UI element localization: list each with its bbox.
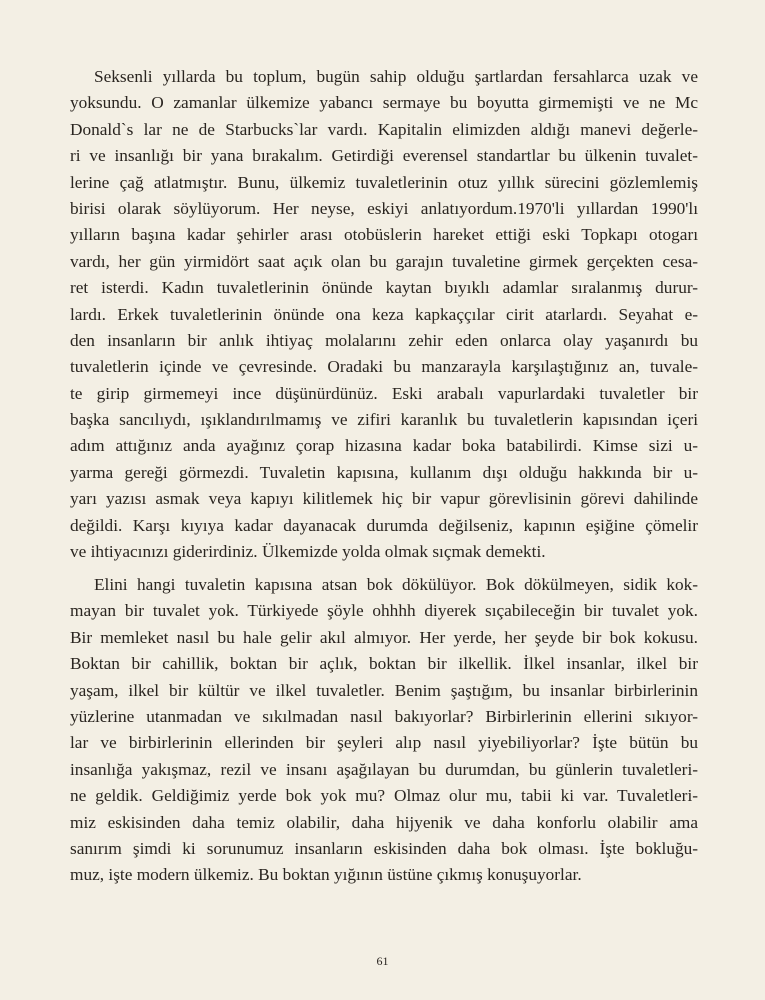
text-line: yılların başına kadar şehirler arası otobüslerin hareket ettiği eski Topkapı otogarı bbox=[70, 225, 698, 245]
text-line: yarma gereği görmezdi. Tuvaletin kapısına, kullanım dışı olduğu hakkında bir u- bbox=[70, 462, 698, 482]
text-line: insanlığa yakışmaz, rezil ve insanı aşağılayan bu durumdan, bu günlerin tuvaletleri- bbox=[70, 759, 698, 779]
text-line: değildi. Karşı kıyıya kadar dayanacak durumda değilseniz, kapının eşiğine çömelir bbox=[70, 515, 698, 535]
text-line: lerine çağ atlatmıştır. Bunu, ülkemiz tuvaletlerinin otuz yıllık sürecini gözlemlemiş bbox=[70, 172, 698, 192]
text-line: muz, işte modern ülkemiz. Bu boktan yığının üstüne çıkmış konuşuyorlar. bbox=[70, 865, 582, 885]
text-line: yaşam, ilkel bir kültür ve ilkel tuvaletler. Benim şaştığım, bu insanlar birbirlerinin bbox=[70, 680, 698, 700]
text-line: yüzlerine utanmadan ve sıkılmadan nasıl bakıyorlar? Birbirlerinin ellerini sıkıyor- bbox=[70, 706, 698, 726]
text-line: Elini hangi tuvaletin kapısına atsan bok dökülüyor. Bok dökülmeyen, sidik kok- bbox=[94, 575, 698, 594]
text-line: ve ihtiyacınızı giderirdiniz. Ülkemizde yolda olmak sıçmak demekti. bbox=[70, 542, 546, 562]
text-line: yarı yazısı asmak veya kapıyı kilitlemek hiç bir vapur görevlisinin görevi dahilinde bbox=[70, 489, 698, 509]
text-line: Boktan bir cahillik, boktan bir açlık, boktan bir ilkellik. İlkel insanlar, ilkel bir bbox=[70, 654, 698, 674]
page-number: 61 bbox=[376, 954, 389, 968]
text-line: lar ve birbirlerinin ellerinden bir şeyleri alıp nasıl yiyebiliyorlar? İşte bütün bu bbox=[70, 733, 698, 753]
text-line: adım attığınız anda ayağınız çorap hizasına kadar boka batabilirdi. Kimse sizi u- bbox=[70, 436, 698, 456]
text-line: yoksundu. O zamanlar ülkemize yabancı sermaye bu boyutta girmemişti ve ne Mc bbox=[70, 93, 698, 113]
paragraph-1 bbox=[70, 64, 698, 565]
text-line: tuvaletlerin içinde ve çevresinde. Oradaki bu manzarayla karşılaştığınız an, tuvale- bbox=[70, 357, 698, 377]
text-line: sanırım şimdi ki sorunumuz insanların eskisinden daha bok olması. İşte bokluğu- bbox=[70, 838, 698, 858]
text-line: ri ve insanlığı bir yana bırakalım. Getirdiği everensel standartlar bu ülkenin tuvalet- bbox=[70, 146, 698, 166]
text-line: lardı. Erkek tuvaletlerinin önünde ona keza kapkaççılar cirit atarlardı. Seyahat e- bbox=[70, 304, 698, 324]
text-line: te girip girmemeyi ince düşünürdünüz. Eski arabalı vapurlardaki tuvaletler bir bbox=[70, 383, 698, 403]
text-line: Donald`s lar ne de Starbucks`lar vardı. Kapitalin elimizden aldığı manevi değerle- bbox=[70, 119, 698, 139]
text-line: den insanların bir anlık ihtiyaç molalarını zehir eden onlarca olay yaşanırdı bu bbox=[70, 330, 698, 350]
text-line: mayan bir tuvalet yok. Türkiyede şöyle ohhhh diyerek sıçabileceğin bir tuvalet yok. bbox=[70, 601, 698, 621]
text-line: başka sancılıydı, ışıklandırılmamış ve zifiri karanlık bu tuvaletlerin kapısından içeri bbox=[70, 410, 698, 430]
text-line: ne geldik. Geldiğimiz yerde bok yok mu? Olmaz olur mu, tabii ki var. Tuvaletleri- bbox=[70, 786, 698, 806]
text-line: vardı, her gün yirmidört saat açık olan bu garajın tuvaletine girmek gerçekten cesa- bbox=[70, 251, 698, 271]
text-line: Bir memleket nasıl bu hale gelir akıl almıyor. Her yerde, her şeyde bir bok kokusu. bbox=[70, 627, 698, 647]
text-line: birisi olarak söylüyorum. Her neyse, eskiyi anlatıyordum.1970'li yıllardan 1990'lı bbox=[70, 198, 698, 218]
text-line: Seksenli yıllarda bu toplum, bugün sahip olduğu şartlardan fersahlarca uzak ve bbox=[94, 67, 698, 86]
text-line: miz eskisinden daha temiz olabilir, daha hijyenik ve daha konforlu olabilir ama bbox=[70, 812, 698, 832]
paragraph-2 bbox=[70, 572, 698, 889]
text-line: ret isterdi. Kadın tuvaletlerinin önünde kaytan bıyıklı adamlar sıralanmış durur- bbox=[70, 278, 698, 298]
